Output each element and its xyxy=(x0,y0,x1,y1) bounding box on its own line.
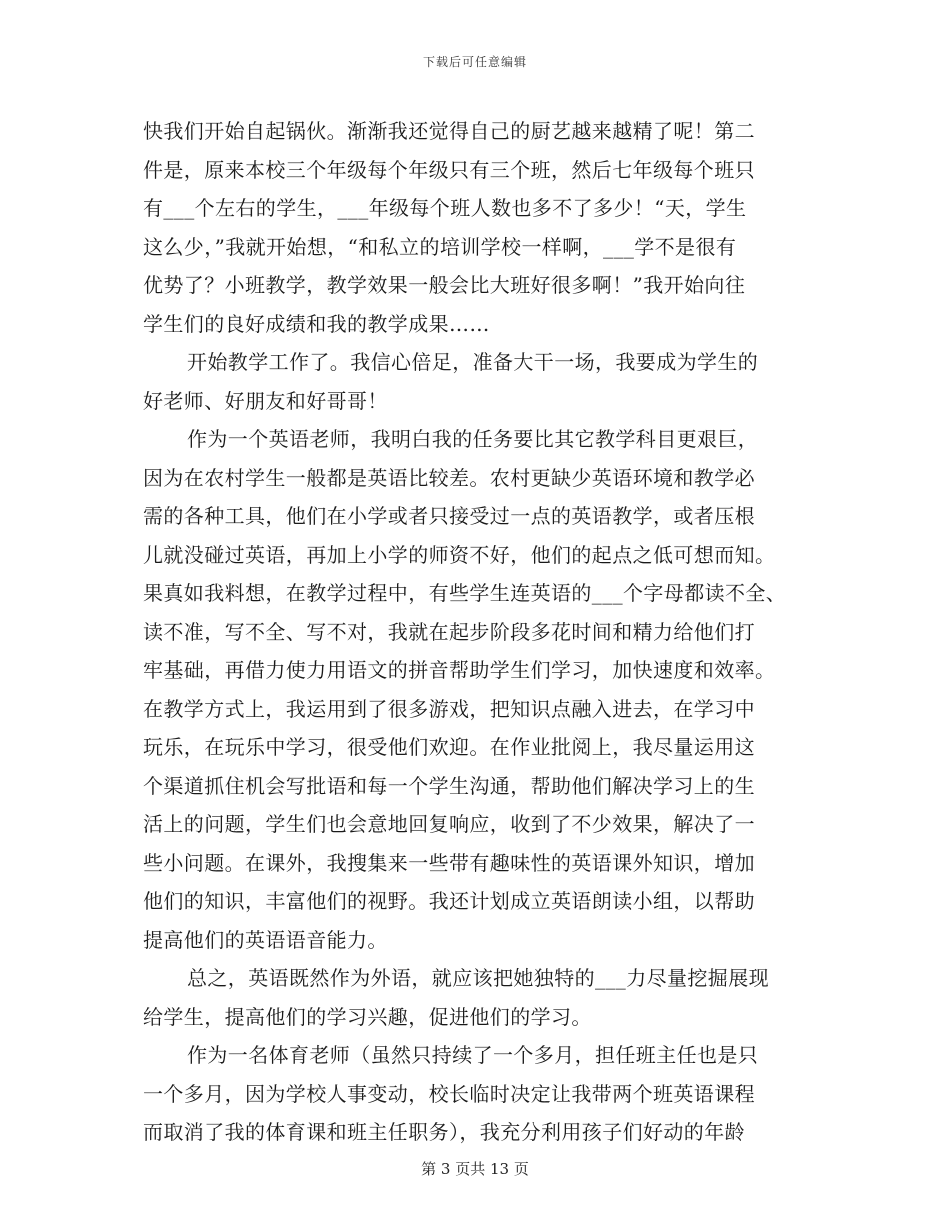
page-number-footer: 第 3 页共 13 页 xyxy=(421,1160,529,1178)
body-line: 果真如我料想，在教学过程中，有些学生连英语的___个字母都读不全、 xyxy=(143,581,787,605)
body-line: 活上的问题，学生们也会意地回复响应，收到了不少效果，解决了一 xyxy=(143,812,755,836)
body-line: 快我们开始自起锅伙。渐渐我还觉得自己的厨艺越来越精了呢！第二 xyxy=(143,119,755,143)
body-line: 牢基础，再借力使力用语文的拼音帮助学生们学习，加快速度和效率。 xyxy=(143,658,776,682)
body-line: 一个多月，因为学校人事变动，校长临时决定让我带两个班英语课程 xyxy=(143,1081,755,1106)
body-line: 这么少，”我就开始想，“和私立的培训学校一样啊，___学不是很有 xyxy=(143,234,737,259)
document-body xyxy=(143,112,813,1152)
body-line: 个渠道抓住机会写批语和每一个学生沟通，帮助他们解决学习上的生 xyxy=(143,773,755,798)
body-line: 学生们的良好成绩和我的教学成果…… xyxy=(143,311,490,336)
body-line: 提高他们的英语语音能力。 xyxy=(143,927,388,952)
body-line: 优势了？小班教学，教学效果一般会比大班好很多啊！”我开始向往 xyxy=(143,273,746,297)
paragraph-start-line: 开始教学工作了。我信心倍足，准备大干一场，我要成为学生的 xyxy=(187,350,759,374)
body-line: 需的各种工具，他们在小学或者只接受过一点的英语教学，或者压根 xyxy=(143,504,755,528)
body-line: 些小问题。在课外，我搜集来一些带有趣味性的英语课外知识，增加 xyxy=(143,850,755,875)
body-line: 儿就没碰过英语，再加上小学的师资不好，他们的起点之低可想而知。 xyxy=(143,542,776,567)
paragraph-start-line: 作为一个英语老师，我明白我的任务要比其它教学科目更艰巨， xyxy=(187,427,759,451)
body-line: 件是，原来本校三个年级每个年级只有三个班，然后七年级每个班只 xyxy=(143,157,755,182)
body-line: 有___个左右的学生，___年级每个班人数也多不了多少！“天，学生 xyxy=(143,196,747,220)
body-line: 因为在农村学生一般都是英语比较差。农村更缺少英语环境和教学必 xyxy=(143,465,755,490)
body-line: 在教学方式上，我运用到了很多游戏，把知识点融入进去，在学习中 xyxy=(143,696,755,721)
body-line: 玩乐，在玩乐中学习，很受他们欢迎。在作业批阅上，我尽量运用这 xyxy=(143,735,755,759)
body-line: 而取消了我的体育课和班主任职务），我充分利用孩子们好动的年龄 xyxy=(143,1120,745,1144)
body-line: 读不准，写不全、写不对，我就在起步阶段多花时间和精力给他们打 xyxy=(143,619,755,644)
body-line: 好老师、好朋友和好哥哥！ xyxy=(143,388,388,413)
page-header: 下载后可任意编辑 xyxy=(422,55,527,69)
body-line: 他们的知识，丰富他们的视野。我还计划成立英语朗读小组，以帮助 xyxy=(143,889,755,913)
paragraph-start-line: 总之，英语既然作为外语，就应该把她独特的___力尽量挖掘展现 xyxy=(187,966,769,990)
body-line: 给学生，提高他们的学习兴趣，促进他们的学习。 xyxy=(143,1004,592,1029)
paragraph-start-line: 作为一名体育老师（虽然只持续了一个多月，担任班主任也是只 xyxy=(187,1043,759,1067)
